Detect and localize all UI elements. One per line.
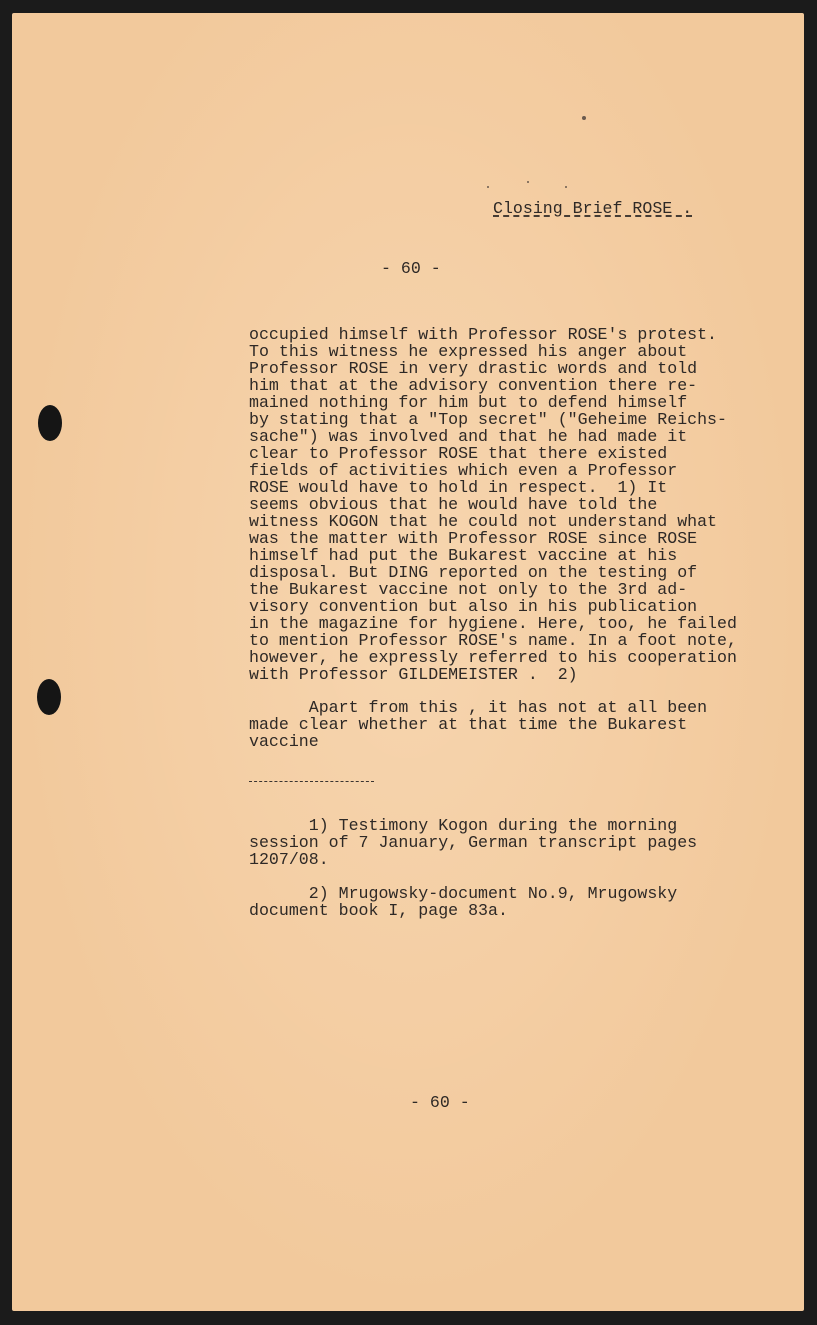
footnote-divider	[249, 781, 374, 782]
punch-hole-lower	[37, 679, 61, 715]
page-number-top: - 60 -	[381, 259, 441, 278]
footnote: 1) Testimony Kogon during the morning session of 7 January, German transcript pages 1207/08.	[249, 816, 698, 869]
footnote: 2) Mrugowsky-document No.9, Mrugowsky document book I, page 83a.	[249, 884, 678, 920]
ink-speck	[565, 186, 567, 188]
ink-speck	[487, 186, 489, 188]
body-paragraph: occupied himself with Professor ROSE's protest. To this witness he expressed his anger about Professor ROSE in very drastic words and told him that at the advisory convention there re- mained nothing for him but to defend himself by stating that a "Top secret" ("Geheime Reichs- sache") was involved and that he had made it clear to Professor ROSE that there existed fields of activities which even a Professor ROSE would have to hold in respect. 1) It seems obvious that he would have told the witness KOGON that he could not understand what was the matter with Professor ROSE since ROSE himself had put the Bukarest vaccine at his disposal. But DING reported on the testing of the Bukarest vaccine not only to the 3rd ad- visory convention but also in his publication in the magazine for hygiene. Here, too, he failed to mention Professor ROSE's name. In a foot note, however, he expressly referred to his cooperation with Professor GILDEMEISTER . 2)	[249, 325, 737, 684]
ink-speck	[527, 181, 529, 183]
punch-hole-upper	[38, 405, 62, 441]
body-paragraph: Apart from this , it has not at all been made clear whether at that time the Bukarest vaccine	[249, 698, 708, 751]
ink-speck	[582, 116, 586, 120]
header-title: Closing Brief ROSE .	[493, 199, 693, 218]
page-number-bottom: - 60 -	[410, 1093, 470, 1112]
